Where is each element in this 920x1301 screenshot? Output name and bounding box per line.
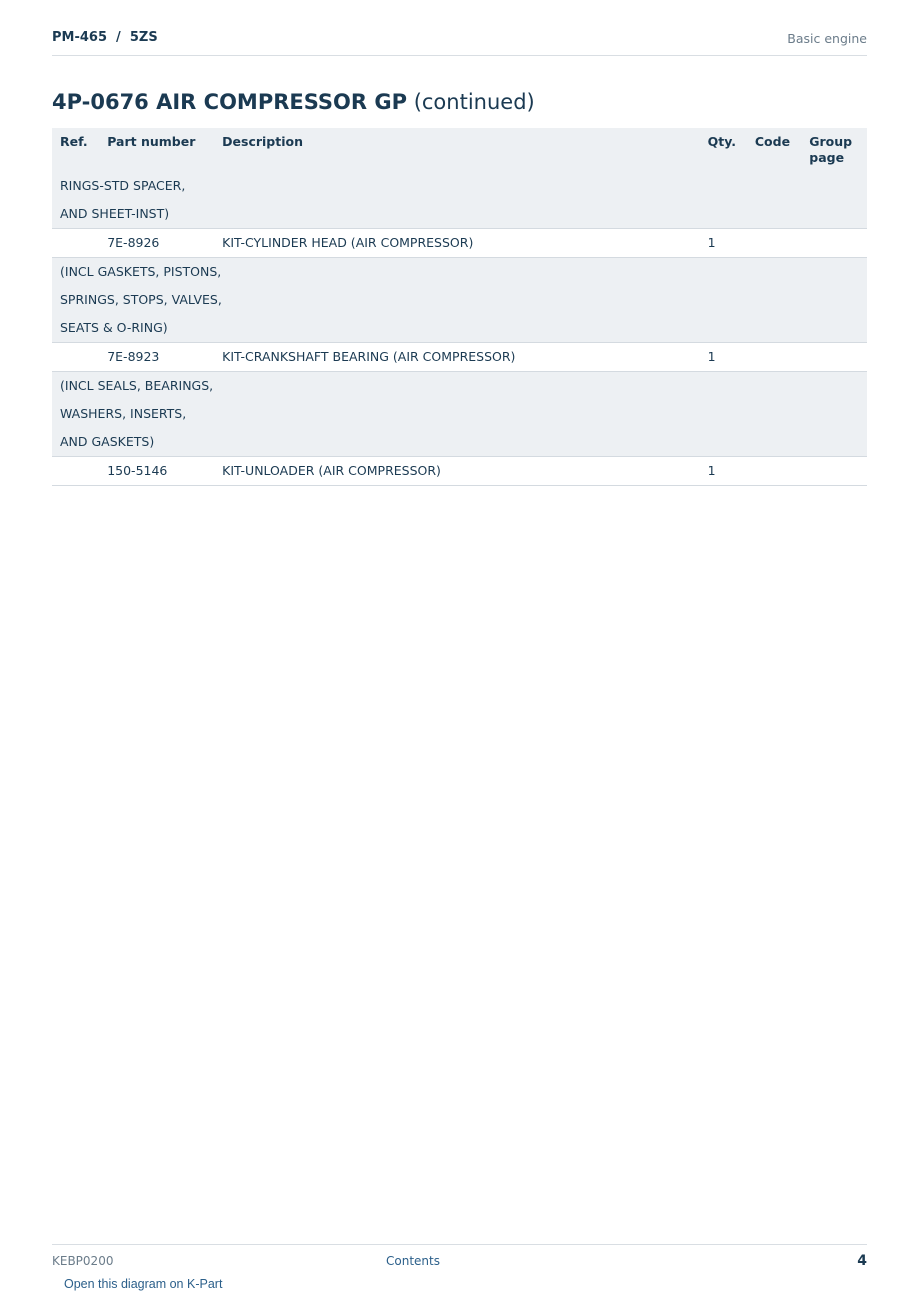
note-row	[52, 258, 867, 287]
part-number-cell: 150-5146	[99, 457, 214, 486]
open-kpart-link[interactable]: Open this diagram on K-Part	[64, 1277, 223, 1291]
note-row	[52, 172, 867, 200]
header-group-page: Group page	[801, 128, 867, 172]
qty-cell: 1	[700, 457, 747, 486]
description-cell: KIT-UNLOADER (AIR COMPRESSOR)	[214, 457, 700, 486]
description-cell: KIT-CRANKSHAFT BEARING (AIR COMPRESSOR)	[214, 343, 700, 372]
model-label: PM-465 / 5ZS	[52, 30, 158, 45]
parts-table	[52, 128, 867, 486]
note-text: WASHERS, INSERTS,	[52, 400, 867, 428]
qty-cell: 1	[700, 229, 747, 258]
page-footer	[52, 1244, 867, 1301]
document-code: KEBP0200	[52, 1254, 114, 1268]
note-text: AND GASKETS)	[52, 428, 867, 457]
header-part-number: Part number	[99, 128, 214, 172]
group-title: 4P-0676 AIR COMPRESSOR GP	[52, 90, 407, 114]
note-row	[52, 200, 867, 229]
code-cell	[747, 343, 801, 372]
code-cell	[747, 457, 801, 486]
note-text: (INCL GASKETS, PISTONS,	[52, 258, 867, 287]
header-description: Description	[214, 128, 700, 172]
description-cell: KIT-CYLINDER HEAD (AIR COMPRESSOR)	[214, 229, 700, 258]
note-text: (INCL SEALS, BEARINGS,	[52, 372, 867, 401]
table-header-row	[52, 128, 867, 172]
note-row	[52, 400, 867, 428]
ref-cell	[52, 343, 99, 372]
continued-label: (continued)	[413, 90, 535, 114]
note-row	[52, 428, 867, 457]
note-row	[52, 372, 867, 401]
note-text: SEATS & O-RING)	[52, 314, 867, 343]
part-number-cell: 7E-8923	[99, 343, 214, 372]
page-header	[52, 28, 867, 56]
header-code: Code	[747, 128, 801, 172]
qty-cell: 1	[700, 343, 747, 372]
part-row	[52, 343, 867, 372]
note-text: AND SHEET-INST)	[52, 200, 867, 229]
section-label: Basic engine	[787, 31, 867, 46]
code-cell	[747, 229, 801, 258]
note-row	[52, 314, 867, 343]
header-qty: Qty.	[700, 128, 747, 172]
part-number-cell: 7E-8926	[99, 229, 214, 258]
note-text: SPRINGS, STOPS, VALVES,	[52, 286, 867, 314]
note-row	[52, 286, 867, 314]
ref-cell	[52, 229, 99, 258]
ref-cell	[52, 457, 99, 486]
note-text: RINGS-STD SPACER,	[52, 172, 867, 200]
page-title	[52, 90, 535, 114]
header-ref: Ref.	[52, 128, 99, 172]
part-row	[52, 229, 867, 258]
page-number: 4	[857, 1253, 867, 1269]
contents-link[interactable]: Contents	[386, 1254, 440, 1268]
group-page-cell	[801, 343, 867, 372]
part-row	[52, 457, 867, 486]
group-page-cell	[801, 229, 867, 258]
group-page-cell	[801, 457, 867, 486]
